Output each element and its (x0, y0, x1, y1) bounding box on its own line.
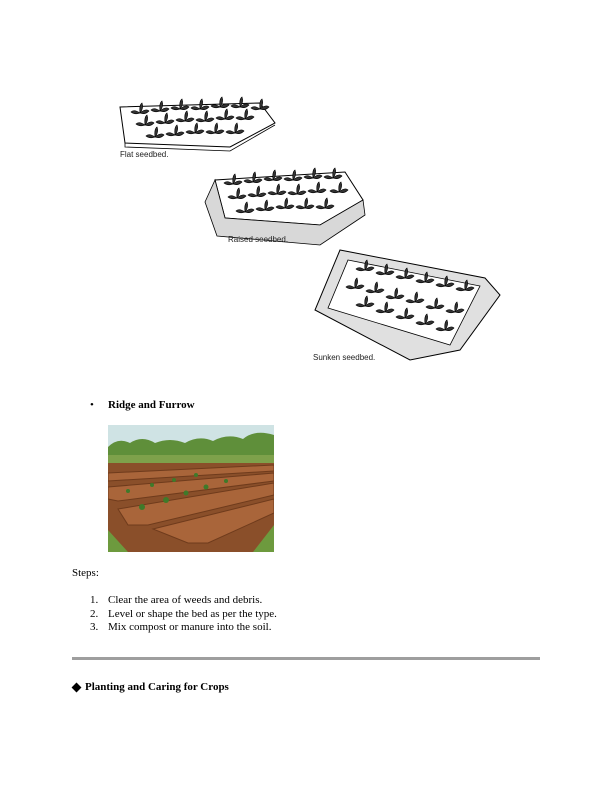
list-item (90, 608, 277, 622)
diamond-icon (72, 682, 82, 692)
ridge-furrow-image (108, 425, 274, 552)
seedbed-types-illustration (110, 85, 510, 375)
section-title: Planting and Caring for Crops (85, 681, 229, 693)
list-number: 1. (90, 594, 99, 606)
list-number: 3. (90, 621, 99, 633)
sunken-seedbed-drawing (315, 250, 500, 360)
list-number: 2. (90, 607, 99, 620)
flat-seedbed-label: Flat seedbed. (120, 150, 169, 159)
ridge-furrow-heading: Ridge and Furrow (108, 399, 195, 411)
list-text: Level or shape the bed as per the type. (108, 607, 277, 620)
horizontal-divider (72, 657, 540, 660)
list-item (90, 594, 277, 608)
list-item (90, 621, 277, 635)
flat-seedbed-drawing (120, 97, 275, 151)
raised-seedbed-drawing (205, 168, 365, 245)
steps-label: Steps: (72, 567, 99, 579)
sunken-seedbed-label: Sunken seedbed. (313, 353, 376, 362)
section-heading (72, 681, 229, 693)
raised-seedbed-label: Raised seedbed. (228, 235, 289, 244)
bullet: • (90, 399, 94, 411)
steps-list (90, 594, 277, 635)
list-text: Mix compost or manure into the soil. (108, 621, 272, 633)
list-text: Clear the area of weeds and debris. (108, 594, 263, 606)
